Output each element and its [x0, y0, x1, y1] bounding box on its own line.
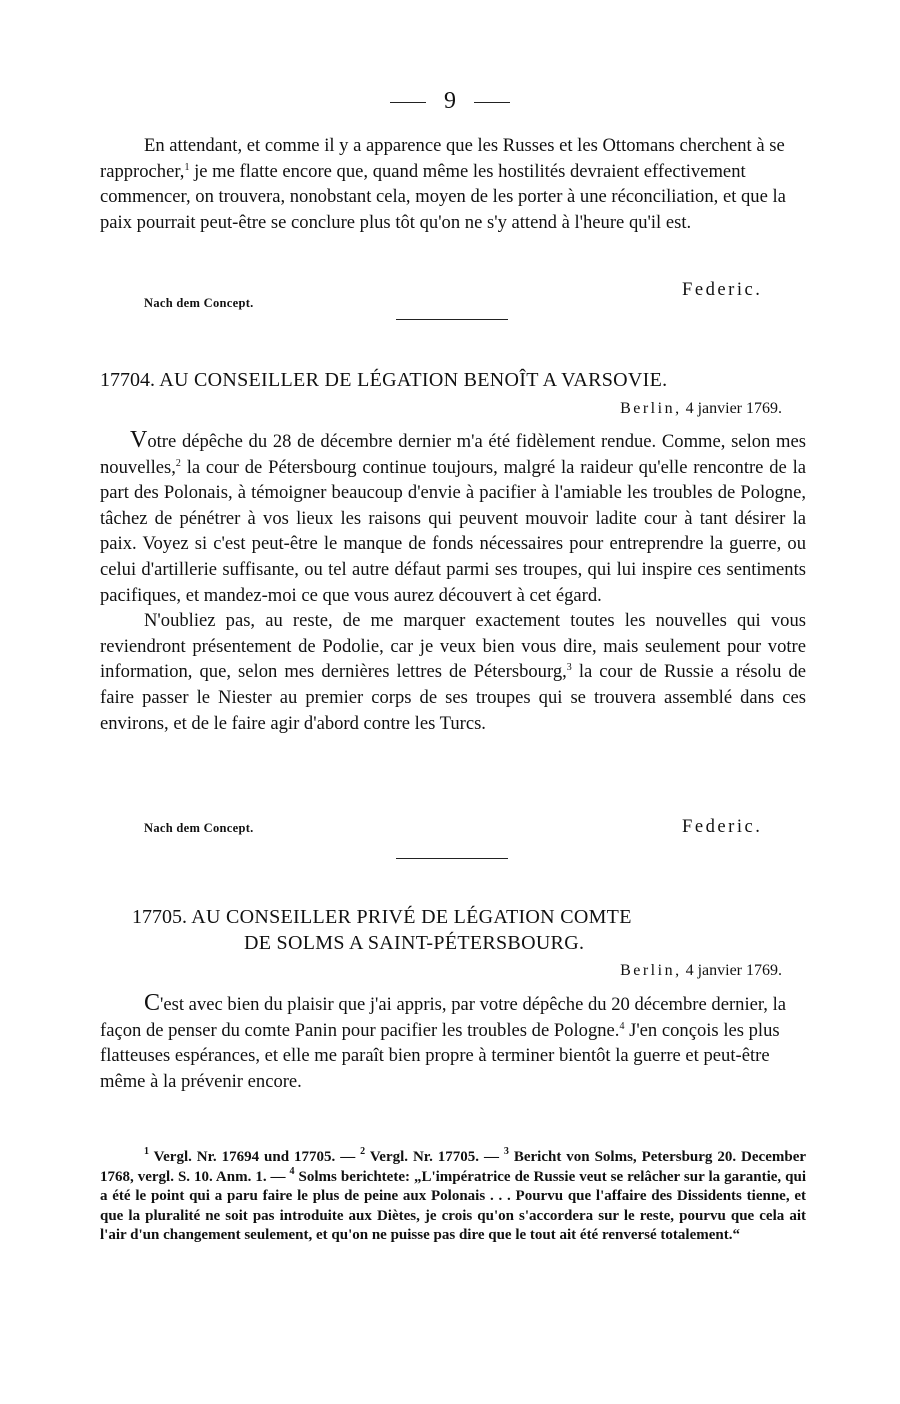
- letter-17704-date-city: Berlin,: [620, 400, 682, 417]
- letter-17704-source: Nach dem Concept.: [144, 821, 254, 835]
- footnote-marker-3: 3: [503, 1146, 509, 1157]
- footnote-ref-3[interactable]: 3: [566, 662, 572, 674]
- letter-17705-p1-text: 'est avec bien du plaisir que j'ai appris, par votre dépêche du 20 décembre dernier, la façon de penser du comte Panin pour pacifier les troubles de Pologne.: [100, 994, 787, 1041]
- footnote-1-text: Vergl. Nr. 17694 und 17705. —: [149, 1149, 361, 1165]
- footnotes: [100, 1148, 806, 1246]
- footnote-marker-1: 1: [144, 1146, 149, 1157]
- letter-17705-dateline: [620, 962, 782, 980]
- footnote-4-text: Solms berichtete: „L'impératrice de Russie veut se relâcher sur la garantie, qui a été le point qui a paru faire le plus de peine aux Polonais . . . Pourvu que l'affaire des Dissidents tienne, et que la pluralité ne soit pas introduite aux Diètes, je crois qu'on s'accordera sur le reste, pourvu que cela ait l'air d'un changement seulement, et qu'on ne puisse pas dire que le tout ait été renversé totalement.“: [100, 1168, 806, 1244]
- letter-intro-text-cont: je me flatte encore que, quand même les hostilités devraient effectivement commencer, on trouvera, nonobstant cela, moyen de les porter à une réconciliation, et que la paix pourrait peut-être se conclure plus tôt qu'on ne s'y attend à l'heure qu'il est.: [100, 160, 786, 233]
- footnote-marker-2: 2: [360, 1146, 366, 1157]
- letter-17704-dateline: [620, 400, 782, 418]
- footnote-ref-2[interactable]: 2: [175, 457, 181, 469]
- footnote-ref-4[interactable]: 4: [619, 1020, 625, 1032]
- letter-17705-dropcap: C: [144, 990, 161, 1016]
- letter-17704-number: 17704.: [100, 369, 155, 391]
- letter-17704-paragraph-2: [100, 608, 806, 736]
- letter-intro: [100, 133, 806, 235]
- letter-17704-date: 4 janvier 1769.: [685, 400, 782, 417]
- letter-17704-title: AU CONSEILLER DE LÉGATION BENOÎT A VARSOVIE.: [159, 369, 668, 391]
- letter-17705-date: 4 janvier 1769.: [685, 962, 782, 979]
- letter-intro-text: En attendant, et comme il y a apparence que les Russes et les Ottomans cherchent à se rapprocher,: [100, 135, 785, 182]
- letter-17705-body: [100, 991, 806, 1094]
- letter-17704-paragraph-1: [100, 428, 806, 608]
- letter-17705-heading-line2: DE SOLMS A SAINT-PÉTERSBOURG.: [244, 932, 585, 954]
- section-divider-1: [396, 319, 508, 320]
- footnote-ref-1[interactable]: 1: [184, 161, 190, 173]
- letter-17705-number: 17705.: [132, 906, 187, 928]
- letter-intro-body: [100, 133, 806, 235]
- page-number-dash-right: [474, 102, 510, 103]
- letter-17705-heading: [132, 906, 632, 929]
- letter-17704-p1-text: otre dépêche du 28 de décembre dernier m'a été fidèlement rendue. Comme, selon mes nouvelles,: [100, 431, 806, 478]
- letter-17705-paragraph-1: [100, 991, 806, 1094]
- letter-17704-body: [100, 428, 806, 736]
- page-number-dash-left: [390, 102, 426, 103]
- page-number: [0, 88, 900, 115]
- letter-17704-p2-text: N'oubliez pas, au reste, de me marquer exactement toutes les nouvelles qui vous reviendront présentement de Podolie, car je veux bien vous dire, mais seulement pour votre information, que, selon mes dernières lettres de Pétersbourg,: [100, 610, 806, 683]
- letter-17705-p1-text-cont: J'en conçois les plus flatteuses espérances, et elle me paraît bien propre à terminer bientôt la guerre et peut-être même à la prévenir encore.: [100, 1019, 780, 1092]
- letter-17704-p2-text-cont: la cour de Russie a résolu de faire passer le Niester au premier corps de ses troupes qui se trouvera assemblé dans ces environs, et de le faire agir d'abord contre les Turcs.: [100, 661, 806, 734]
- letter-17704-p1-text-cont: la cour de Pétersbourg continue toujours, malgré la raideur qu'elle rencontre de la part des Polonais, à témoigner beaucoup d'envie à pacifier à l'amiable les troubles de Pologne, tâchez de pénétrer à vos lieux les raisons qui peuvent mouvoir ladite cour à tant désirer la paix. Voyez si c'est peut-être le manque de fonds nécessaires pour entreprendre la guerre, ou celui d'artillerie suffisante, ou tel autre défaut parmi ses troupes, qui lui inspire ces sentiments pacifiques, et mandez-moi ce que vous aurez découvert à cet égard.: [100, 456, 806, 606]
- letter-17704-heading: [100, 369, 667, 392]
- footnote-3-text: Bericht von Solms, Petersburg 20. December 1768, vergl. S. 10. Anm. 1. —: [100, 1149, 807, 1185]
- footnote-marker-4: 4: [289, 1165, 295, 1177]
- footnote-2-text: Vergl. Nr. 17705. —: [365, 1149, 504, 1165]
- letter-17705-date-city: Berlin,: [620, 962, 682, 979]
- page-number-value: 9: [444, 88, 456, 114]
- letter-17705-title-line1: AU CONSEILLER PRIVÉ DE LÉGATION COMTE: [191, 906, 632, 928]
- section-divider-2: [396, 858, 508, 859]
- letter-17704-signature: Federic.: [682, 816, 763, 837]
- letter-intro-source: Nach dem Concept.: [144, 296, 254, 310]
- letter-intro-signature: Federic.: [682, 279, 763, 300]
- letter-17704-dropcap: V: [130, 427, 148, 453]
